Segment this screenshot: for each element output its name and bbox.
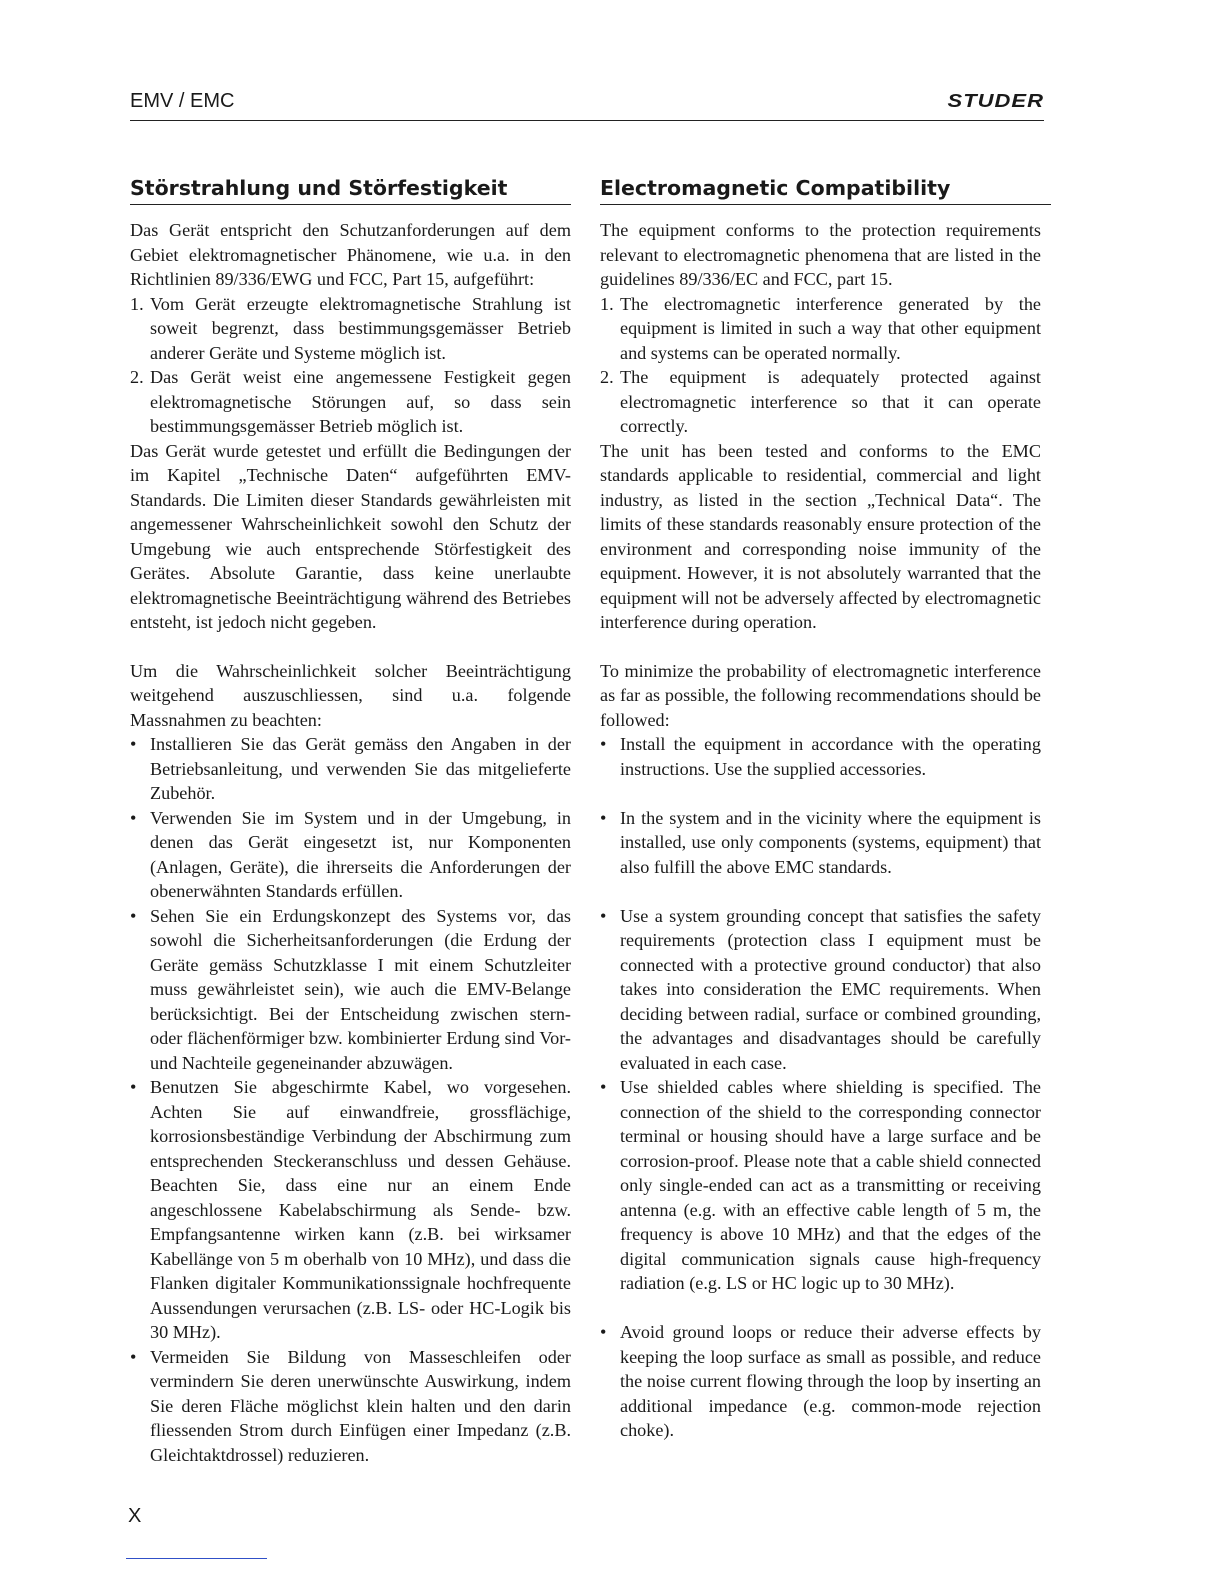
item-number: 1. bbox=[600, 293, 614, 314]
bullet-icon: • bbox=[130, 1346, 137, 1367]
footer-divider bbox=[126, 1558, 267, 1559]
bullet-icon: • bbox=[130, 1077, 137, 1097]
list-item bbox=[600, 365, 1041, 439]
item-text: Install the equipment in accordance with the operating instructions. Use the supplied accessories. bbox=[620, 734, 1041, 779]
english-requirements-list bbox=[600, 292, 1041, 439]
list-item bbox=[600, 732, 1041, 781]
page-header bbox=[130, 90, 1044, 121]
item-number: 2. bbox=[600, 367, 614, 387]
english-tested-paragraph: The unit has been tested and conforms to the EMC standards applicable to residential, commercial and light industry, as listed in the section „Technical Data“. The limits of these standards reasonably ensure protection of the environment and corresponding noise immunity of the equipment. However, it is not absolutely warranted that the equipment will not be adversely affected by electromagnetic interference during operation. bbox=[600, 440, 1041, 632]
item-number: 2. bbox=[130, 367, 144, 387]
english-column bbox=[600, 175, 1041, 1443]
list-item bbox=[130, 806, 571, 904]
german-heading: Störstrahlung und Störfestigkeit bbox=[130, 175, 571, 205]
bullet-icon: • bbox=[600, 1322, 607, 1342]
item-text: Avoid ground loops or reduce their adverse effects by keeping the loop surface as small as possible, and reduce the noise current flowing through the loop by inserting an additional impedance (e.g. common-mode rejection choke). bbox=[620, 1322, 1041, 1440]
bullet-icon: • bbox=[600, 1077, 607, 1097]
bullet-icon: • bbox=[600, 734, 607, 754]
item-text: In the system and in the vicinity where the equipment is installed, use only components (systems, equipment) that also fulfill the above EMC standards. bbox=[620, 807, 1041, 877]
item-text: Vom Gerät erzeugte elektromagnetische Strahlung ist soweit begrenzt, dass bestimmungsgemässer Betrieb anderer Geräte und Systeme möglich ist. bbox=[150, 293, 571, 363]
german-tested-paragraph: Das Gerät wurde getestet und erfüllt die Bedingungen der im Kapitel „Technische Daten“ aufgeführten EMV-Standards. Die Limiten dieser Standards gewährleisten mit angemessener Wahrscheinlichkeit sowohl den Schutz der Umgebung wie auch entsprechende Störfestigkeit des Gerätes. Absolute Garantie, dass keine unerlaubte elektromagnetische Beeinträchtigung während des Betriebes entsteht, ist jedoch nicht gegeben. bbox=[130, 440, 571, 632]
item-number: 1. bbox=[130, 293, 144, 314]
list-item bbox=[600, 806, 1041, 880]
bullet-icon: • bbox=[600, 807, 607, 828]
list-item bbox=[600, 1075, 1041, 1296]
list-item bbox=[600, 1320, 1041, 1443]
item-text: Benutzen Sie abgeschirmte Kabel, wo vorgesehen. Achten Sie auf einwandfreie, grossflächige, korrosionsbeständige Verbindung der Abschirmung zum entsprechenden Steckeranschluss und dessen Gehäuse. Beachten Sie, dass eine nur an einem Ende angeschlossene Kabelabschirmung als Sende- bzw. Empfangsantenne wirken kann (z.B. bei wirksamer Kabellänge von 5 m oberhalb von 10 MHz), und dass die Flanken digitaler Kommunikationssignale hochfrequente Aussendungen verursachen (z.B. LS- oder HC-Logik bis 30 MHz). bbox=[150, 1077, 571, 1342]
page-number: X bbox=[128, 1505, 142, 1527]
item-text: Verwenden Sie im System und in der Umgebung, in denen das Gerät eingesetzt ist, nur Komponenten (Anlagen, Geräte), die ihrerseits die Anforderungen der obenerwähnten Standards erfüllen. bbox=[150, 807, 571, 901]
item-text: The electromagnetic interference generated by the equipment is limited in such a way that other equipment and systems can be operated normally. bbox=[620, 293, 1041, 363]
bullet-icon: • bbox=[130, 734, 137, 754]
item-text: Vermeiden Sie Bildung von Masseschleifen oder vermindern Sie deren unerwünschte Auswirkung, indem Sie deren Fläche möglichst klein halten und den darin fliessenden Strom durch Einfügen einer Impedanz (z.B. Gleichtaktdrossel) reduzieren. bbox=[150, 1346, 571, 1465]
bullet-icon: • bbox=[130, 807, 137, 828]
german-intro: Das Gerät entspricht den Schutzanforderungen auf dem Gebiet elektromagnetischer Phänomene, wie u.a. in den Richtlinien 89/336/EWG und FCC, Part 15, aufgeführt: bbox=[130, 220, 571, 289]
section-title: EMV / EMC bbox=[130, 90, 235, 112]
bullet-icon: • bbox=[600, 905, 607, 926]
list-item bbox=[600, 904, 1041, 1076]
item-text: The equipment is adequately protected against electromagnetic interference so that it can operate correctly. bbox=[620, 367, 1041, 436]
list-item bbox=[130, 1075, 571, 1345]
bullet-icon: • bbox=[130, 905, 137, 926]
item-text: Installieren Sie das Gerät gemäss den Angaben in der Betriebsanleitung, und verwenden Sie das mitgelieferte Zubehör. bbox=[150, 734, 571, 803]
german-measures-intro: Um die Wahrscheinlichkeit solcher Beeinträchtigung weitgehend auszuschliessen, sind u.a. folgende Massnahmen zu beachten: bbox=[130, 660, 571, 730]
english-heading: Electromagnetic Compatibility bbox=[600, 175, 1051, 205]
list-item bbox=[130, 292, 571, 366]
german-requirements-list bbox=[130, 292, 571, 439]
list-item bbox=[130, 732, 571, 806]
list-item bbox=[130, 365, 571, 439]
item-text: Sehen Sie ein Erdungskonzept des Systems vor, das sowohl die Sicherheitsanforderungen (die Erdung der Geräte gemäss Schutzklasse I mit einem Schutzleiter muss gewährleistet sein), wie auch die EMV-Belange berücksichtigt. Bei der Entscheidung zwischen stern- oder flächenförmiger bzw. kombinierter Erdung sind Vor- und Nachteile gegeneinander abzuwägen. bbox=[150, 905, 571, 1073]
studer-logo: STUDER bbox=[947, 89, 1044, 112]
list-item bbox=[130, 1345, 571, 1468]
english-measures-list bbox=[600, 732, 1041, 1443]
item-text: Use shielded cables where shielding is specified. The connection of the shield to the corresponding connector terminal or housing should have a large surface and be corrosion-proof. Please note that a cable shield connected only single-ended can act as a transmitting or receiving antenna (e.g. with an effective cable length of 5 m, the frequency is above 10 MHz) and that the edges of the digital communication signals cause high-frequency radiation (e.g. LS or HC logic up to 30 MHz). bbox=[620, 1077, 1041, 1293]
item-text: Use a system grounding concept that satisfies the safety requirements (protection class I equipment must be connected with a protective ground conductor) that also takes into consideration the EMC requirements. When deciding between radial, surface or combined grounding, the advantages and disadvantages should be carefully evaluated in each case. bbox=[620, 905, 1041, 1073]
item-text: Das Gerät weist eine angemessene Festigkeit gegen elektromagnetische Störungen auf, so dass sein bestimmungsgemässer Betrieb möglich ist. bbox=[150, 367, 571, 436]
english-measures-intro: To minimize the probability of electromagnetic interference as far as possible, the following recommendations should be followed: bbox=[600, 660, 1041, 730]
list-item bbox=[600, 292, 1041, 366]
german-measures-list bbox=[130, 732, 571, 1467]
english-intro: The equipment conforms to the protection requirements relevant to electromagnetic phenomena that are listed in the guidelines 89/336/EC and FCC, part 15. bbox=[600, 220, 1041, 289]
german-column bbox=[130, 175, 571, 1467]
list-item bbox=[130, 904, 571, 1076]
